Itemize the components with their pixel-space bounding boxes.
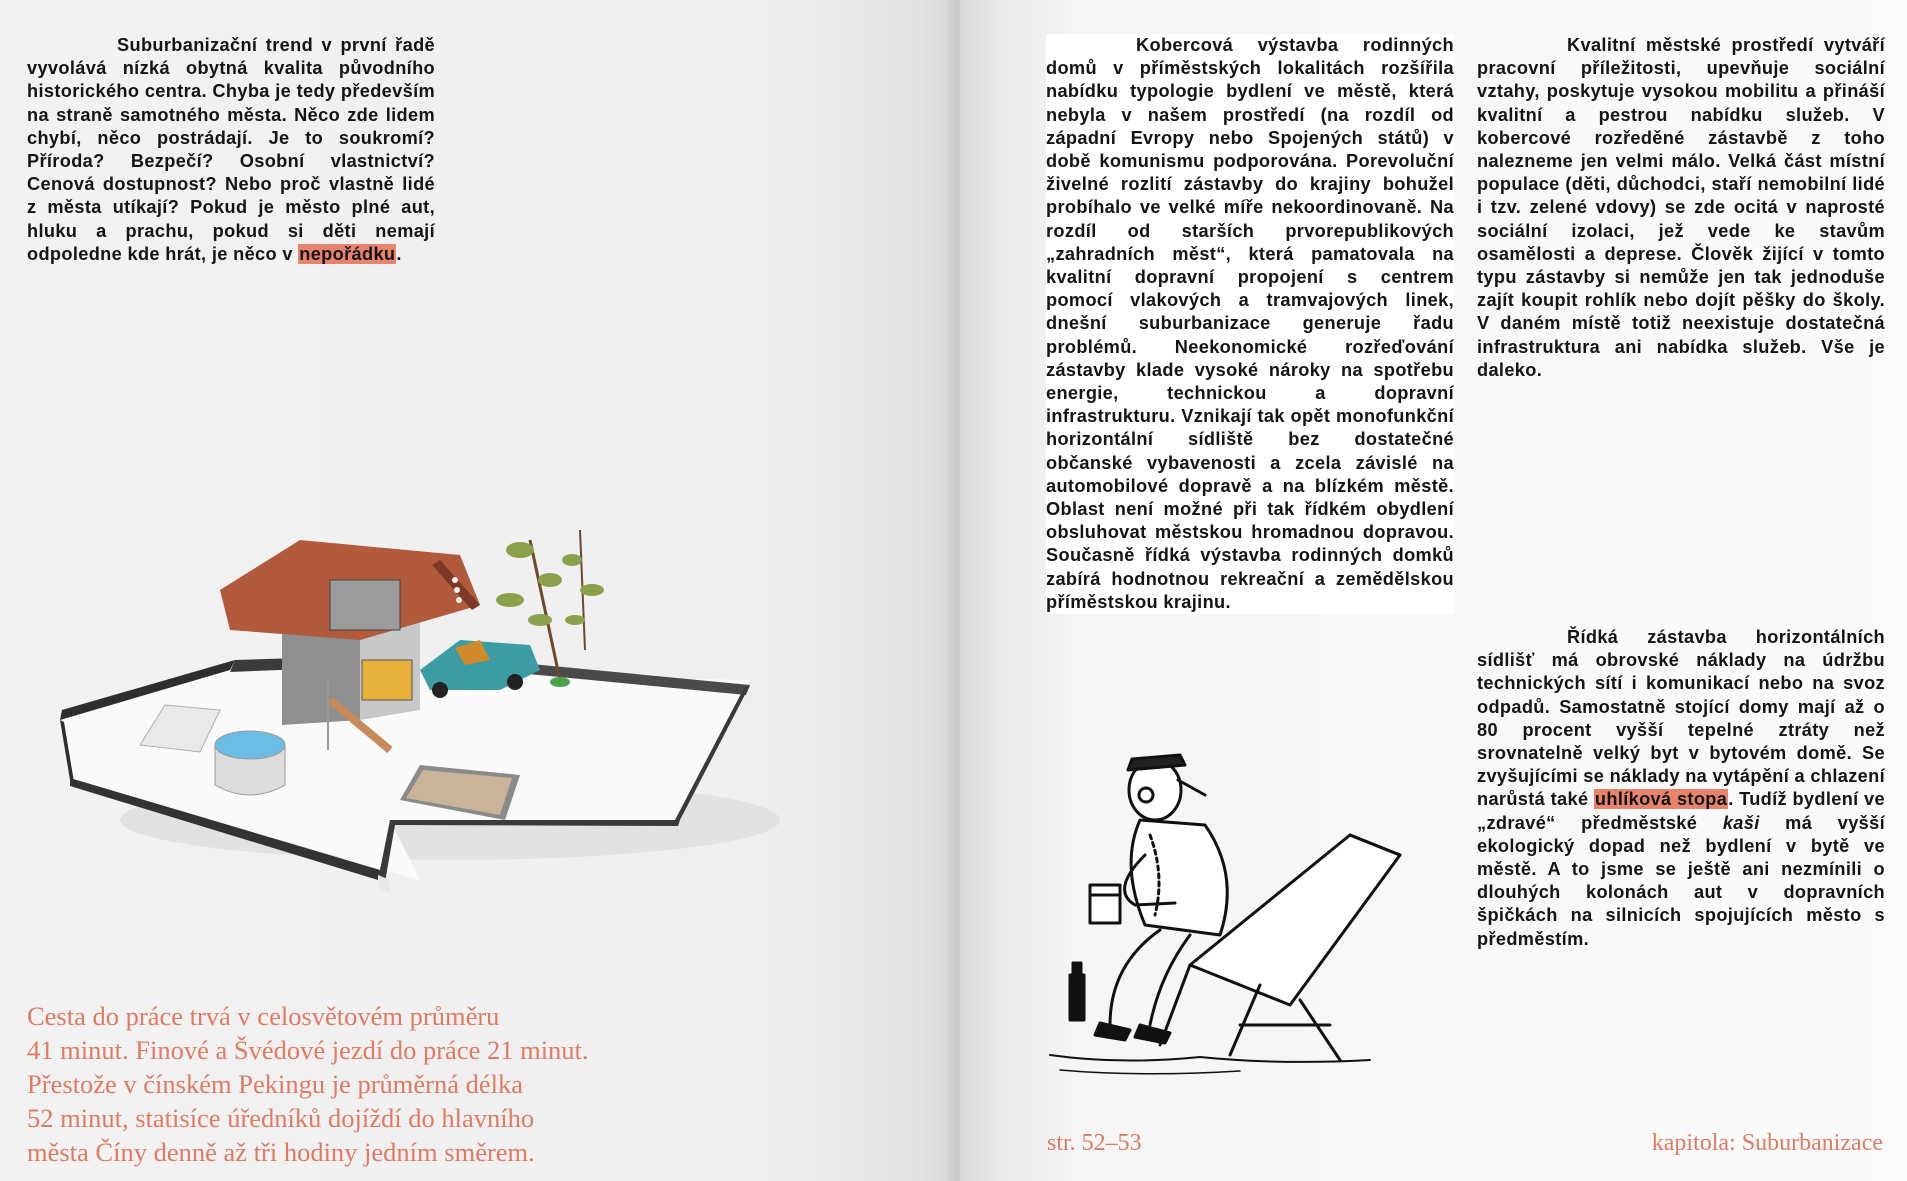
paragraph-text: Řídká zástavba horizontálních sídlišť má obrovské náklady na údržbu technických sítí i komunikací nebo na svoz odpadů. Samostatně stojící domy mají až o 80 procent vyšší tepelné ztráty než srovnatelně velký byt v bytovém domě. Se zvyšujícími se náklady na vytápění a chlazení narůstá také (1477, 627, 1885, 810)
highlight-marker: nepořádku (299, 243, 396, 264)
man-in-deckchair-illustration (1040, 725, 1430, 1085)
chapter-label: kapitola: Suburbanizace (1651, 1130, 1883, 1156)
quote-line: 52 minut, statisíce úředníků dojíždí do hlavního (27, 1103, 535, 1133)
right-column-1: Kobercová výstavba rodinných domů v příměstských lokalitách rozšířila nabídku typologie bydlení ve městě, která nebyla v našem prostředí (na rozdíl od západní Evropy nebo Spojených států) v době komunismu podporována. Porevoluční živelné rozlití zástavby do krajiny bohužel probíhalo ve velké míře nekoordinovaně. Na rozdíl od starších prvorepublikových „zahradních měst“, která pamatovala na kvalitní dopravní propojení s centrem pomocí vlakových a tramvajových linek, dnešní suburbanizace generuje řadu problémů. Neekonomické rozřeďování zástavby klade vysoké nároky na spotřebu energie, technickou a dopravní infrastrukturu. Vznikají tak opět monofunkční horizontální sídliště bez dostatečné občanské vybavenosti a zcela závislé na automobilové dopravě a na blízkém městě. Oblast není možné při tak řídkém obydlení obsluhovat městskou hromadnou dopravou. Současně řídká výstavba rodinných domků zabírá hodnotnou rekreační a zemědělskou příměstskou krajinu. (1046, 34, 1454, 614)
paragraph-text: Suburbanizační trend v první řadě vyvolává nízká obytná kvalita původního historického centra. Chyba je tedy především na straně samotného města. Něco zde lidem chybí, něco postrádají. Je to soukromí? Příroda? Bezpečí? Osobní vlastnictví? Cenová dostupnost? Nebo proč vlastně lidé z města utíkají? Pokud je město plné aut, hluku a prachu, pokud si děti nemají odpoledne kde hrát, je něco v (27, 35, 435, 264)
right-column-2: Kvalitní městské prostředí vytváří pracovní příležitosti, upevňuje sociální vztahy, poskytuje vysokou mobilitu a přináší kvalitní a pestrou nabídku služeb. V kobercové rozředěné zástavbě z toho nalezneme jen velmi málo. Velká část místní populace (děti, důchodci, staří nemobilní lidé i tzv. zelené vdovy) se zde ocitá v naprosté sociální izolaci, jež vede ke stavům osamělosti a deprese. Člověk žijící v tomto typu zástavby si nemůže jen tak jednoduše zajít koupit rohlík nebo dojít pěšky do školy. V daném místě totiž neexistuje dostatečná infrastruktura ani nabídka služeb. Vše je daleko. (1477, 35, 1885, 380)
right-column-3 (1477, 626, 1885, 951)
paragraph-text-end: má vyšší ekologický dopad než bydlení v bytě ve městě. A to jsme se ještě ani nezmínili o dlouhých kolonách aut v dopravních špičkách na silnicích spojujících město s předměstím. (1477, 812, 1885, 949)
page-number: str. 52–53 (1047, 1130, 1142, 1156)
quote-line: Přestože v čínském Pekingu je průměrná délka (27, 1069, 523, 1099)
paragraph-text: . Tudíž bydlení ve „zdravé“ předměstské (1477, 789, 1885, 833)
italic-word: kaši (1722, 812, 1760, 833)
quote-line: Cesta do práce trvá v celosvětovém průměru (27, 1001, 500, 1031)
quote-line: 41 minut. Finové a Švédové jezdí do práce 21 minut. (27, 1035, 589, 1065)
quote-line: města Číny denně až tři hodiny jedním směrem. (27, 1137, 535, 1167)
paragraph-text-end: . (396, 243, 402, 264)
highlight-marker: uhlíková stopa (1594, 789, 1728, 810)
